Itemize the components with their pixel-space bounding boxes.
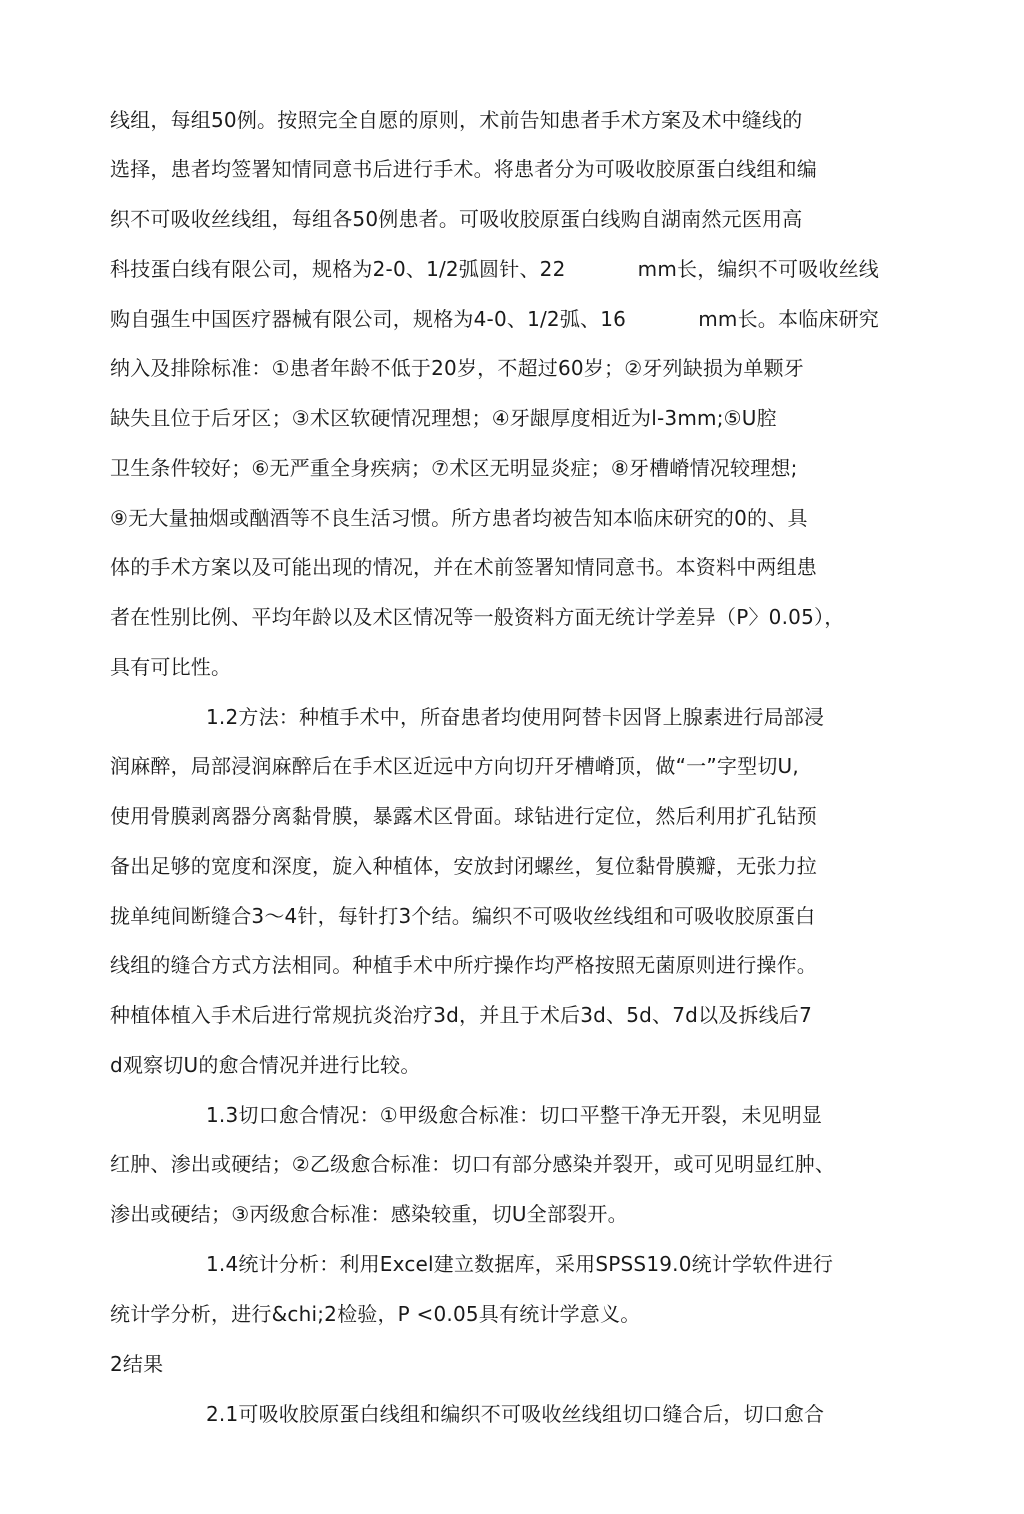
text-line: 种植体植入手术后进行常规抗炎治疗3d，并且于术后3d、5d、7d以及拆线后7 (110, 1003, 813, 1027)
section-heading-line: 2.1可吸收胶原蛋白线组和编织不可吸收丝线组切口缝合后，切口愈合 (206, 1402, 825, 1426)
text-line: 润麻醉，局部浸润麻醉后在手术区近远中方向切幵牙槽嵴顶，做“一”字型切U, (110, 754, 799, 778)
text-line: d观察切U的愈合情况并进行比较。 (110, 1053, 421, 1077)
text-line: 线组的缝合方式方法相同。种植手术中所疔操作均严格按照无菌原则进行操作。 (110, 953, 817, 977)
section-heading-line: 1.4统计分析：利用Excel建立数据库，采用SPSS19.0统计学软件进行 (206, 1252, 834, 1276)
text-line: 拢单纯间断缝合3～4针，每针打3个结。编织不可吸收丝线组和可吸收胶原蛋白 (110, 904, 816, 928)
text-line: ⑨无大量抽烟或酗酒等不良生活习惯。所方患者均被告知本临床研究的0的、具 (110, 506, 808, 530)
text-line: 渗出或硬结；③丙级愈合标准：感染较重，切U全部裂开。 (110, 1202, 628, 1226)
text-line: 体的手术方案以及可能出现的情况，并在术前签署知情同意书。本资料中两组患 (110, 555, 817, 579)
text-line: 缺失且位于后牙区；③术区软硬情况理想；④牙龈厚度相近为l-3mm;⑤U腔 (110, 406, 777, 430)
text-line: 备出足够的宽度和深度，旋入种植体，安放封闭螺丝，复位黏骨膜瓣，无张力拉 (110, 854, 817, 878)
text-line: 线组，每组50例。按照完全自愿的原则，术前告知患者手术方案及术中缝线的 (110, 108, 803, 132)
text-line: 纳入及排除标准：①患者年龄不低于20岁，不超过60岁；②牙列缺损为单颗牙 (110, 356, 804, 380)
section-heading-line: 1.3切口愈合情况：①甲级愈合标准：切口平整干净无开裂，未见明显 (206, 1103, 823, 1127)
text-line: 使用骨膜剥离器分离黏骨膜，暴露术区骨面。球钻进行定位，然后利用扩孔钻预 (110, 804, 817, 828)
text-line: 织不可吸收丝线组，每组各50例患者。可吸收胶原蛋白线购自湖南然元医用高 (110, 207, 803, 231)
text-line: 具有可比性。 (110, 655, 232, 679)
text-line: 科技蛋白线有限公司，规格为2-0、1/2弧圆针、22 mm长，编织不可吸收丝线 (110, 257, 879, 281)
text-line: 红肿、渗出或硬结；②乙级愈合标准：切口有部分感染并裂开，或可见明显红肿、 (110, 1152, 836, 1176)
text-line: 统计学分析，进行&chi;2检验，P <0.05具有统计学意义。 (110, 1302, 641, 1326)
text-line: 者在性别比例、平均年龄以及术区情况等一般资料方面无统计学差异（P〉0.05）， (110, 605, 845, 629)
section-title: 2结果 (110, 1352, 164, 1376)
text-line: 选择，患者均签署知情同意书后进行手术。将患者分为可吸收胶原蛋白线组和编 (110, 157, 817, 181)
section-heading-line: 1.2方法：种植手术中，所奋患者均使用阿替卡因肾上腺素进行局部浸 (206, 705, 825, 729)
text-line: 购自强生中国医疗器械有限公司，规格为4-0、1/2弧、16 mm长。本临床研究 (110, 307, 879, 331)
text-line: 卫生条件较好；⑥无严重全身疾病；⑦术区无明显炎症；⑧牙槽嵴情况较理想; (110, 456, 798, 480)
